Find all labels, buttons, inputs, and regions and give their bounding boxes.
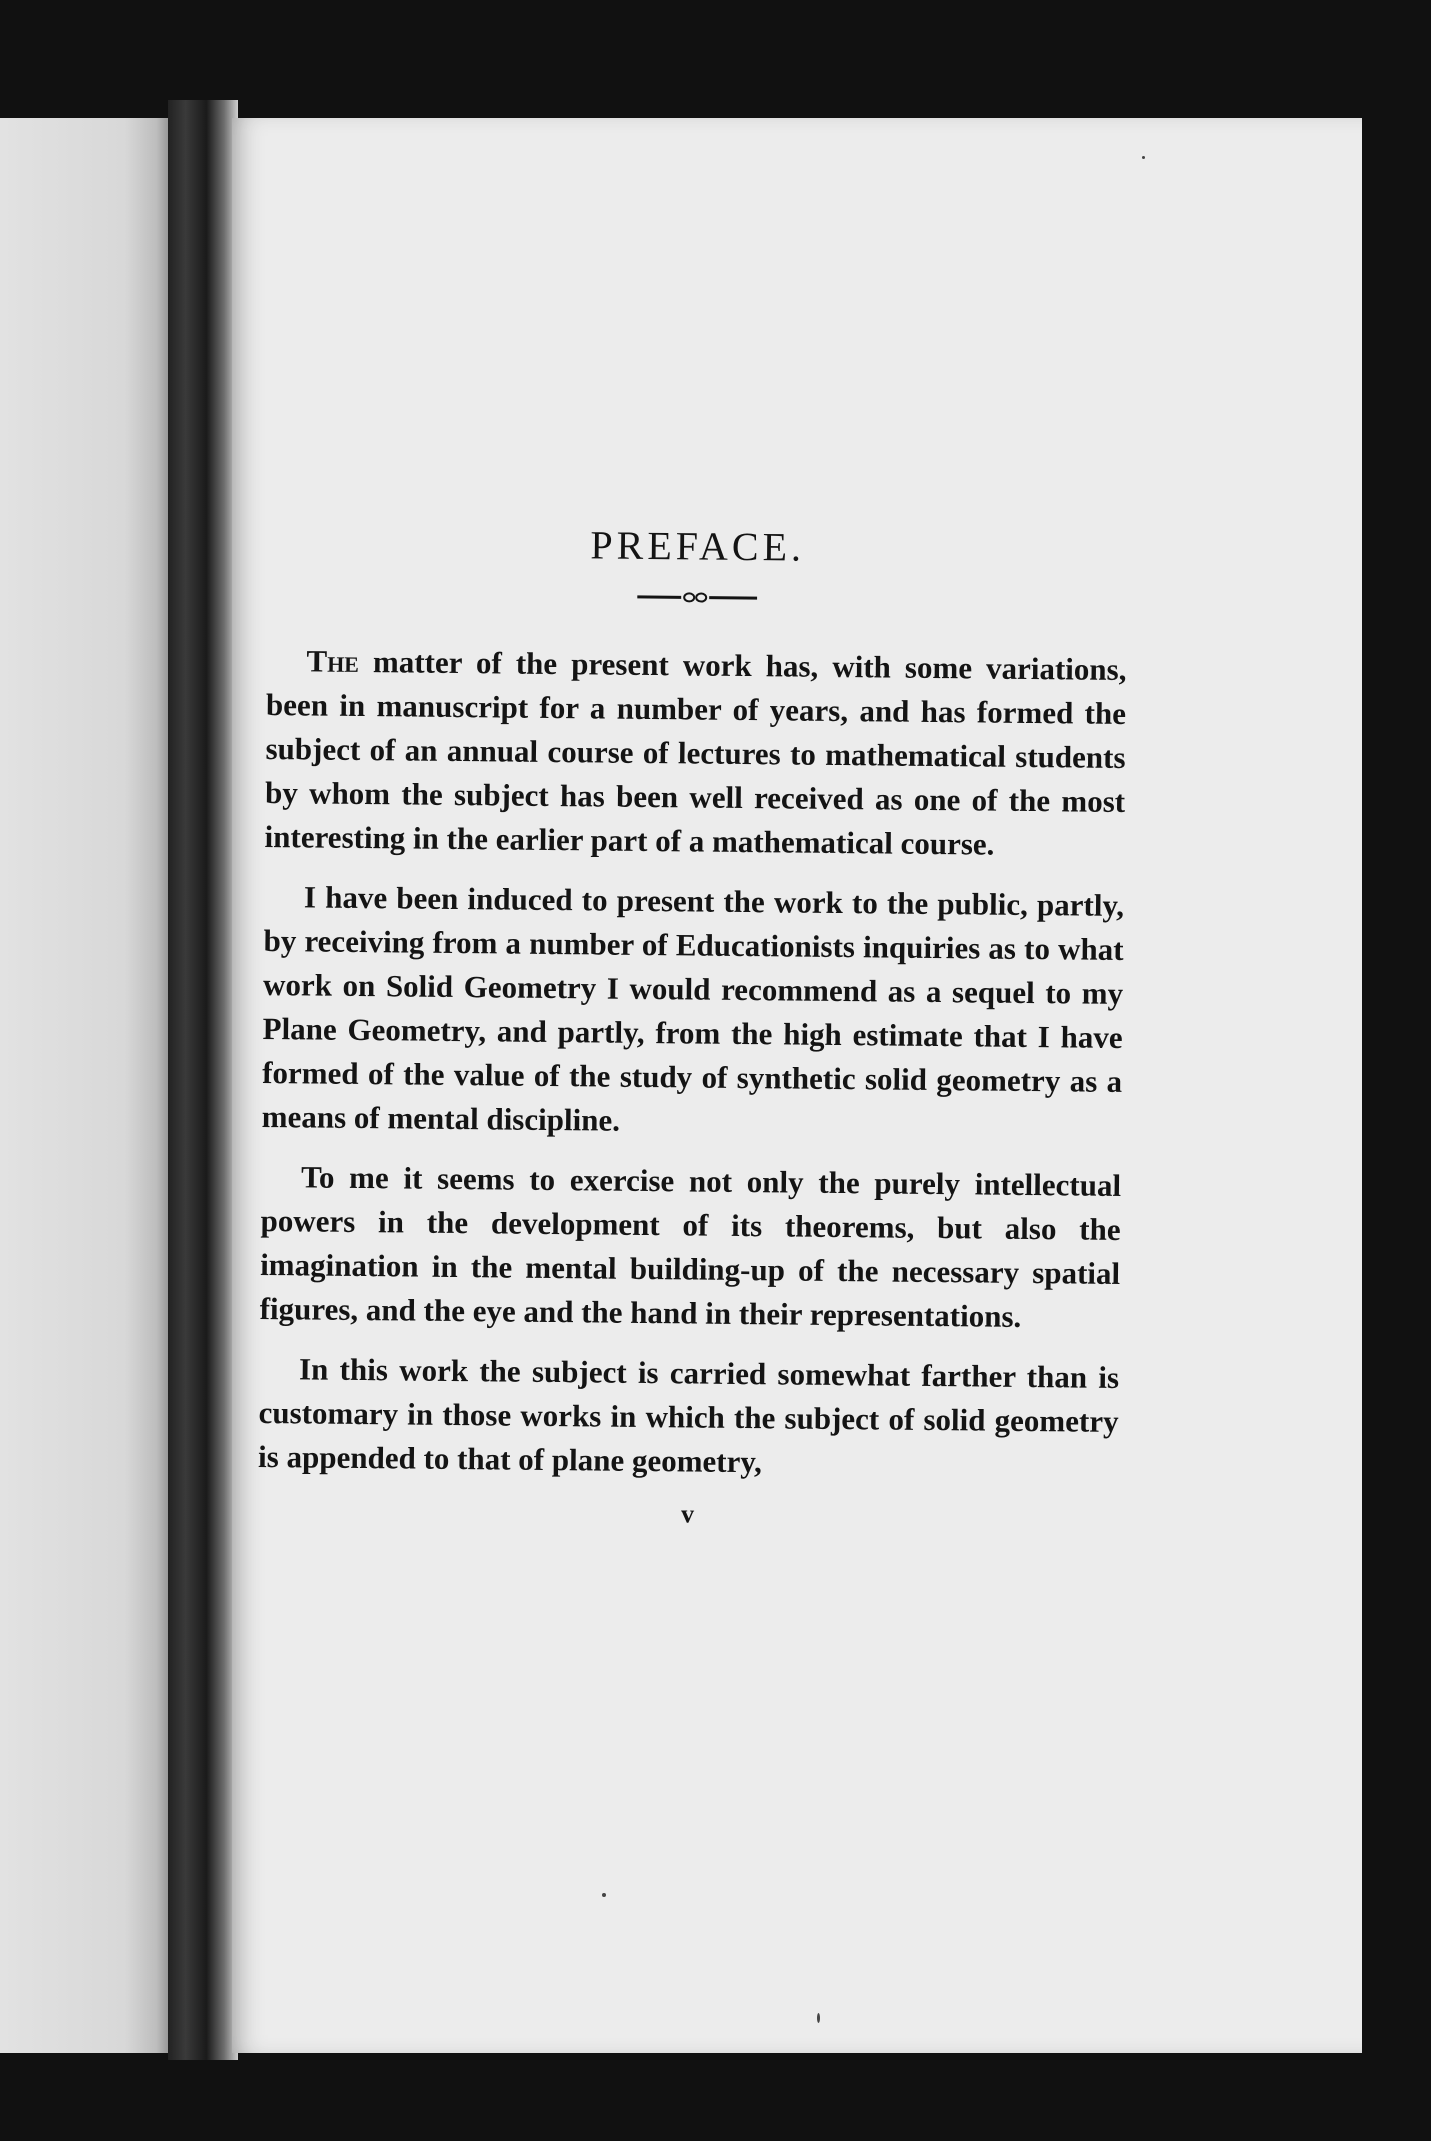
- previous-page-edge: [0, 118, 178, 2053]
- page: [232, 118, 1362, 2053]
- page-title: PREFACE.: [590, 522, 806, 570]
- page-number: v: [680, 1499, 695, 1529]
- paragraph-1: [264, 639, 1126, 868]
- dash-ornament-icon: [637, 591, 757, 604]
- scan-speck: [1142, 156, 1145, 159]
- paragraph-1-text: matter of the present work has, with some variations, been in manuscript for a number of years, and has formed the subject of an annual course of lectures to mathematical students by whom the subject has been well received as one of the most interesting in the earlier part of a mathematical course.: [264, 643, 1127, 862]
- paragraph-3: To me it seems to exercise not only the purely intellectual powers in the development of its theorems, but also the imagination in the mental building-up of the necessary spatial figures, and the eye and the hand in their representations.: [259, 1159, 1122, 1334]
- paragraph-2: I have been induced to present the work to the public, partly, by receiving from a number of Educationists inquiries as to what work on Solid Geometry I would recommend as a sequel to my Plane Geometry, and partly, from the high estimate that I have formed of the value of the study of synthetic solid geometry as a means of mental discipline.: [261, 879, 1125, 1138]
- book-gutter: [168, 100, 238, 2060]
- paragraph-4: In this work the subject is carried somewhat farther than is customary in those works in which the subject of solid geometry is appended to that of plane geometry,: [257, 1351, 1120, 1480]
- page-text-block: [257, 518, 1127, 1534]
- scan-speck: [817, 2013, 820, 2023]
- scan-speck: [602, 1893, 606, 1897]
- drop-word: The: [306, 643, 360, 679]
